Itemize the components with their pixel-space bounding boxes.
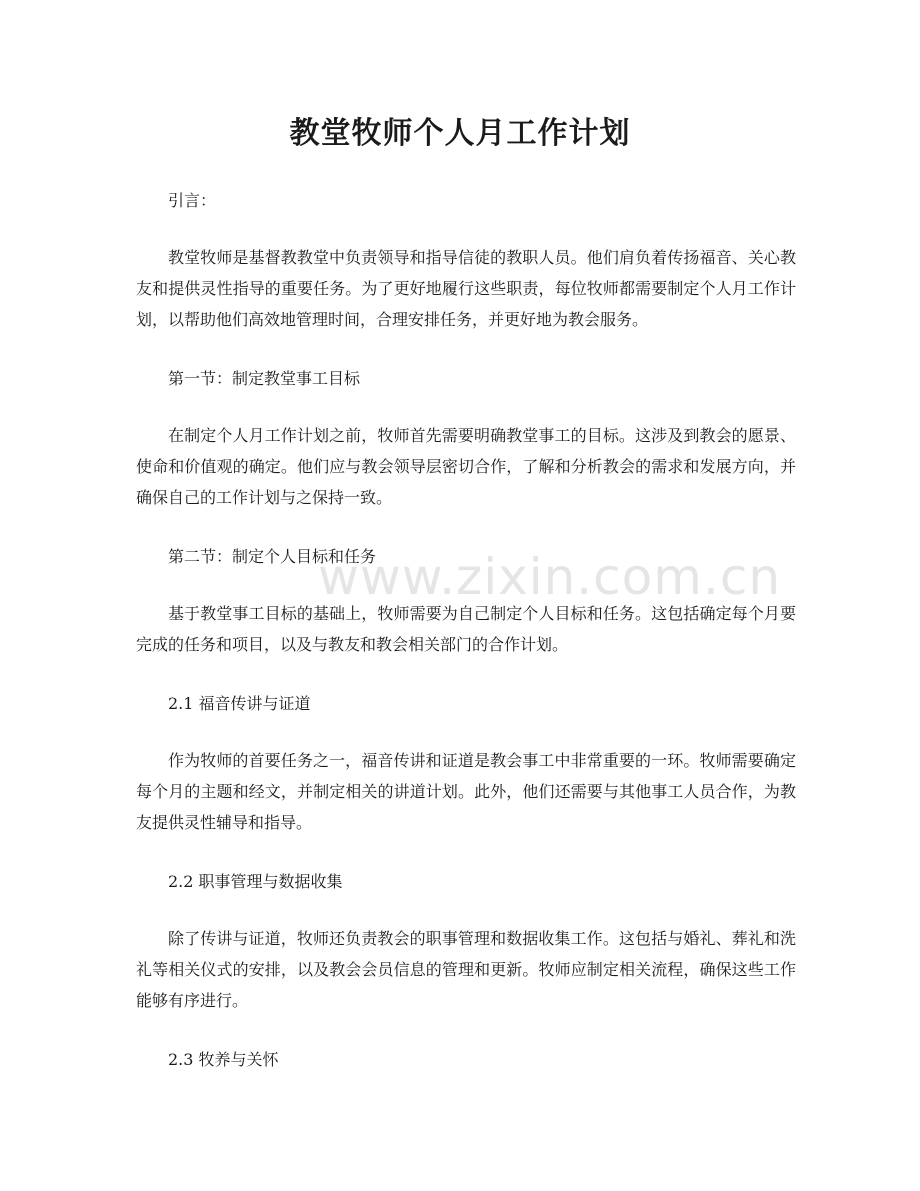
section-2-heading: 第二节：制定个人目标和任务 [168,547,377,566]
intro-paragraph: 教堂牧师是基督教教堂中负责领导和指导信徒的教职人员。他们肩负着传扬福音、关心教友和提供灵性指导的重要任务。为了更好地履行这些职责，每位牧师都需要制定个人月工作计划，以帮助他们高效地管理时间，合理安排任务，并更好地为教会服务。 [136,248,796,329]
section-2-paragraph: 基于教堂事工目标的基础上，牧师需要为自己制定个人目标和任务。这包括确定每个月要完成的任务和项目，以及与教友和教会相关部门的合作计划。 [136,604,796,654]
document-title: 教堂牧师个人月工作计划 [289,116,631,151]
document-body [136,185,796,1101]
subsection-2-1-heading: 2.1 福音传讲与证道 [168,694,311,713]
subsection-2-2-paragraph: 除了传讲与证道，牧师还负责教会的职事管理和数据收集工作。这包括与婚礼、葬礼和洗礼等相关仪式的安排，以及教会会员信息的管理和更新。牧师应制定相关流程，确保这些工作能够有序进行。 [136,929,796,1010]
subsection-2-3-heading: 2.3 牧养与关怀 [168,1050,279,1069]
watermark: www.zixin.com.cn [318,548,782,606]
section-1-heading: 第一节：制定教堂事工目标 [168,369,361,388]
section-1-paragraph: 在制定个人月工作计划之前，牧师首先需要明确教堂事工的目标。这涉及到教会的愿景、使命和价值观的确定。他们应与教会领导层密切合作，了解和分析教会的需求和发展方向，并确保自己的工作计划与之保持一致。 [136,426,796,507]
subsection-2-2-heading: 2.2 职事管理与数据收集 [168,872,343,891]
subsection-2-1-paragraph: 作为牧师的首要任务之一，福音传讲和证道是教会事工中非常重要的一环。牧师需要确定每个月的主题和经文，并制定相关的讲道计划。此外，他们还需要与其他事工人员合作，为教友提供灵性辅导和指导。 [136,751,796,832]
intro-heading: 引言： [168,191,217,210]
